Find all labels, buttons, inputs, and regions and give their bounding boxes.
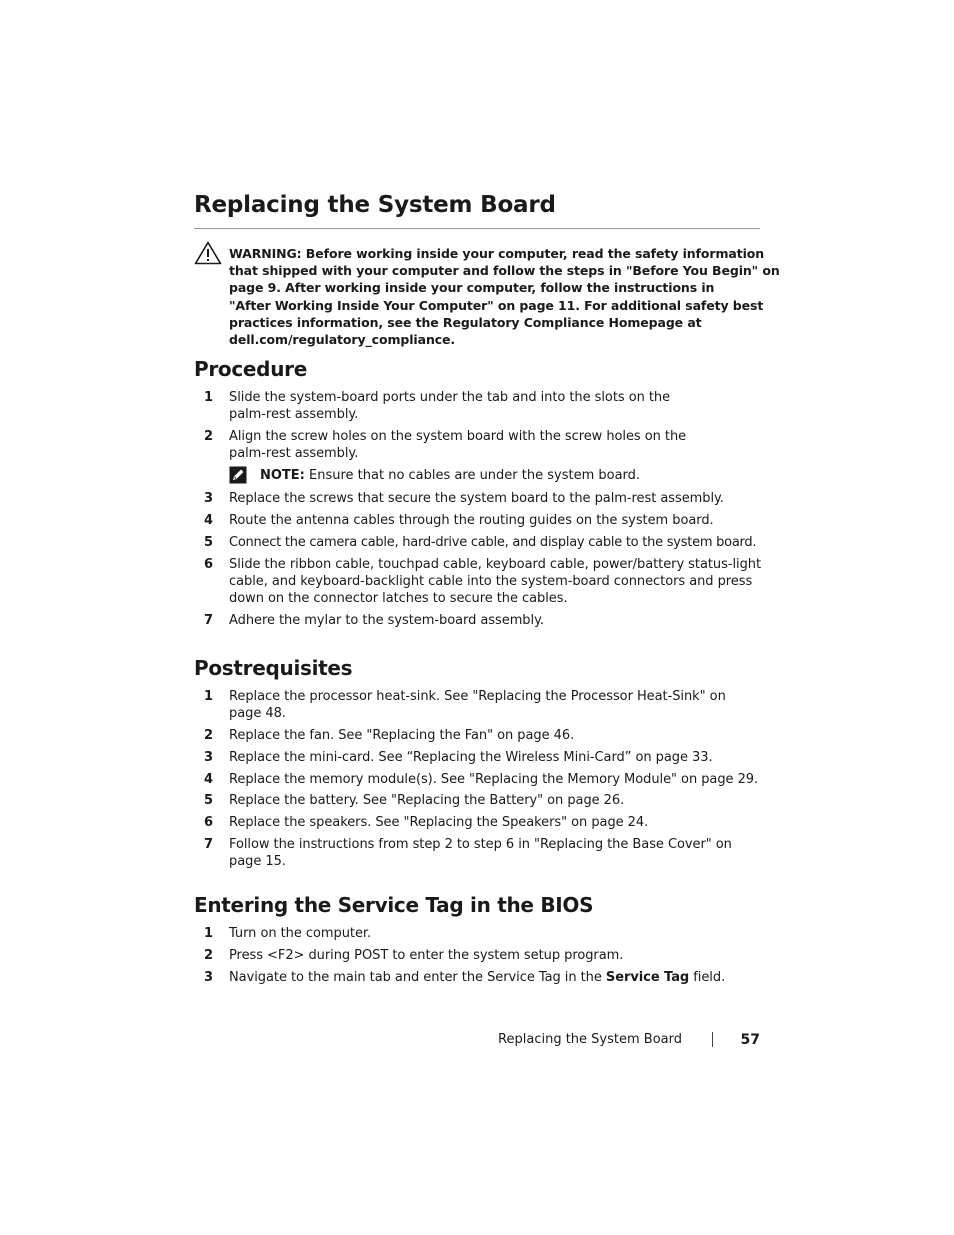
step-number: 2 [204,429,213,445]
step-text: Replace the memory module(s). See "Replacing the Memory Module" on page 29. [229,771,759,787]
warning-text [229,245,780,348]
step-text: Connect the camera cable, hard-drive cable, and display cable to the system board. [229,534,757,550]
step-number: 6 [204,556,213,572]
step-number: 1 [204,926,213,941]
list-item [194,925,764,942]
step-text-after: field. [689,969,726,985]
list-item [194,428,764,463]
step-number: 4 [204,771,213,787]
step-text: Replace the speakers. See "Replacing the Speakers" on page 24. [229,815,649,831]
step-text: Slide the ribbon cable, touchpad cable, keyboard cable, power/battery status-light [229,556,762,572]
step-number: 3 [204,969,213,985]
service-tag-heading: Entering the Service Tag in the BIOS [194,893,594,917]
step-number: 1 [204,390,213,405]
list-item [194,490,764,507]
warning-triangle-icon [194,241,222,265]
warning-line: dell.com/regulatory_compliance. [229,332,456,348]
postrequisites-list [194,688,764,875]
step-text: Align the screw holes on the system board with the screw holes on the [229,429,687,445]
step-text-before: Navigate to the main tab and enter the Service Tag in the [229,969,606,985]
list-item [194,792,764,809]
footer-separator [712,1032,713,1047]
step-number: 5 [204,793,213,809]
step-text: palm-rest assembly. [229,446,359,462]
step-number: 7 [204,612,213,628]
step-number: 4 [204,512,213,528]
list-item [194,556,764,608]
step-number: 3 [204,491,213,507]
step-text: cable, and keyboard-backlight cable into the system-board connectors and press [229,573,753,589]
step-text: Replace the screws that secure the system board to the palm-rest assembly. [229,491,724,507]
step-number: 3 [204,749,213,765]
step-number: 6 [204,815,213,831]
warning-line: WARNING: Before working inside your computer, read the safety information [229,246,765,261]
list-item [194,836,764,871]
list-item [194,969,764,986]
step-number: 2 [204,728,213,744]
step-text: page 48. [229,706,286,722]
service-tag-list [194,925,764,990]
step-text: Replace the battery. See "Replacing the Battery" on page 26. [229,793,625,809]
step-text: Adhere the mylar to the system-board assembly. [229,612,544,628]
list-item [194,612,764,629]
footer-title: Replacing the System Board [498,1032,682,1047]
step-text: down on the connector latches to secure the cables. [229,591,568,607]
step-text: Replace the mini-card. See “Replacing the Wireless Mini-Card” on page 33. [229,749,713,765]
list-item [194,749,764,766]
title-rule [194,228,760,229]
page-number: 57 [740,1032,760,1048]
procedure-heading: Procedure [194,357,307,381]
step-number: 2 [204,947,213,963]
step-text: Replace the fan. See "Replacing the Fan" on page 46. [229,728,575,744]
step-text: Route the antenna cables through the routing guides on the system board. [229,512,714,528]
warning-line: practices information, see the Regulatory Compliance Homepage at [229,314,702,330]
list-item [194,727,764,744]
warning-line: that shipped with your computer and follow the steps in "Before You Begin" on [229,263,780,279]
step-text: Replace the processor heat-sink. See "Replacing the Processor Heat-Sink" on [229,689,726,704]
warning-line: page 9. After working inside your computer, follow the instructions in [229,280,715,296]
list-item [194,389,764,424]
step-text: Follow the instructions from step 2 to step 6 in "Replacing the Base Cover" on [229,837,732,853]
note-label: NOTE: [260,468,305,484]
step-number: 7 [204,837,213,853]
step-text: Press <F2> during POST to enter the system setup program. [229,947,624,963]
page-footer [194,1032,760,1052]
list-item [194,947,764,964]
note-box [194,467,764,484]
step-text: page 15. [229,854,286,870]
warning-line: "After Working Inside Your Computer" on page 11. For additional safety best [229,297,764,313]
step-text: Turn on the computer. [229,926,372,941]
note-pencil-icon [229,466,247,484]
list-item [194,534,764,551]
step-text: palm-rest assembly. [229,407,359,423]
step-number: 1 [204,689,213,704]
postrequisites-heading: Postrequisites [194,656,353,680]
list-item [194,512,764,529]
list-item [194,688,764,723]
step-number: 5 [204,534,213,550]
page-title: Replacing the System Board [194,192,556,218]
step-text: Slide the system-board ports under the tab and into the slots on the [229,390,671,405]
list-item [194,771,764,788]
list-item [194,814,764,831]
field-name: Service Tag [605,969,690,985]
note-text: Ensure that no cables are under the system board. [304,468,641,484]
procedure-list [194,389,764,634]
step-text [229,969,764,986]
